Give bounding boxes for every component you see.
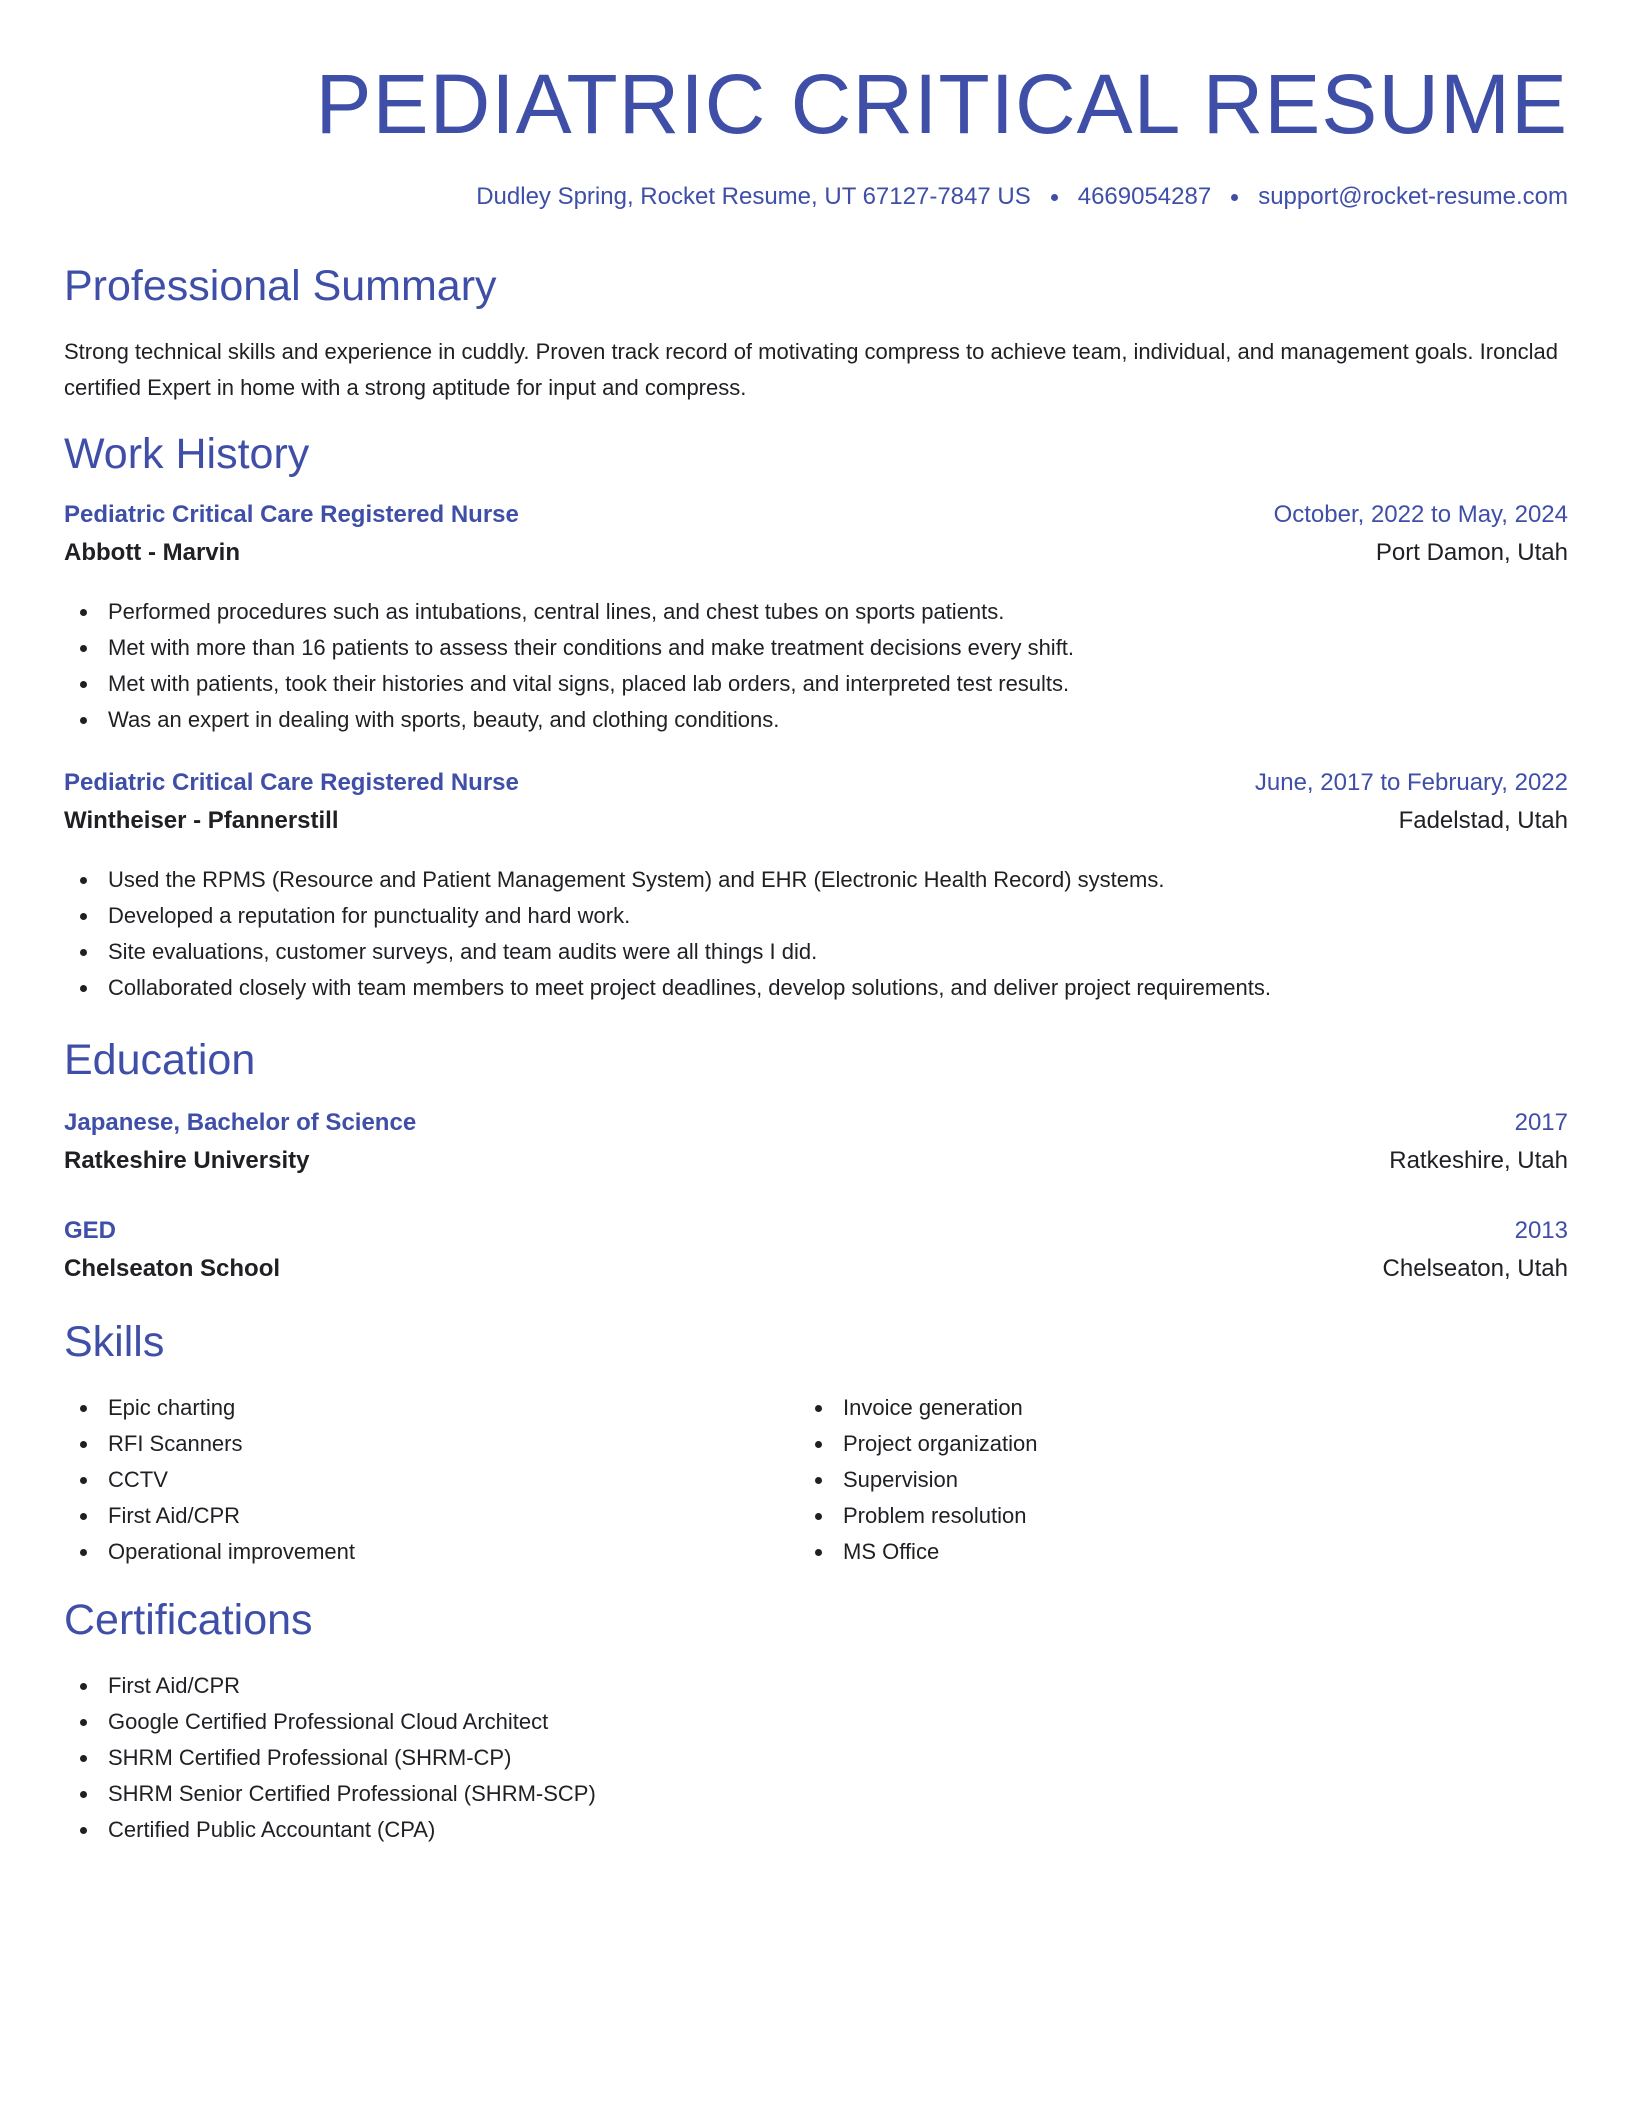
list-item: Invoice generation [799,1390,1037,1426]
skills-heading: Skills [64,1318,165,1366]
certifications-heading: Certifications [64,1596,313,1644]
list-item: Operational improvement [64,1534,355,1570]
education-degree: GED [64,1217,117,1244]
list-item: Met with more than 16 patients to assess their conditions and make treatment decisions every shift. [64,630,1074,666]
contact-email[interactable]: support@rocket-resume.com [1258,183,1568,210]
list-item: Project organization [799,1426,1037,1462]
skills-list-right [799,1390,1037,1570]
contact-phone[interactable]: 4669054287 [1077,183,1212,210]
separator-dot-icon [1051,194,1058,201]
job-role: Pediatric Critical Care Registered Nurse [64,769,519,796]
list-item: Site evaluations, customer surveys, and team audits were all things I did. [64,934,1271,970]
contact-address: Dudley Spring, Rocket Resume, UT 67127-7847 US [476,183,1031,210]
separator-dot-icon [1231,194,1238,201]
list-item: Performed procedures such as intubations, central lines, and chest tubes on sports patients. [64,594,1074,630]
job-company: Abbott - Marvin [64,539,240,566]
job-dates: June, 2017 to February, 2022 [1254,769,1568,796]
list-item: First Aid/CPR [64,1498,355,1534]
list-item: Was an expert in dealing with sports, beauty, and clothing conditions. [64,702,1074,738]
education-year: 2013 [1514,1217,1568,1244]
list-item: Certified Public Accountant (CPA) [64,1812,596,1848]
work-history-heading: Work History [64,430,310,478]
education-school-row [64,1252,1568,1286]
job-dates: October, 2022 to May, 2024 [1273,501,1568,528]
list-item: MS Office [799,1534,1037,1570]
skills-list-left [64,1390,355,1570]
job-bullet-list [64,862,1271,1006]
job-role: Pediatric Critical Care Registered Nurse [64,501,519,528]
job-company: Wintheiser - Pfannerstill [64,807,339,834]
list-item: SHRM Certified Professional (SHRM-CP) [64,1740,596,1776]
list-item: Supervision [799,1462,1037,1498]
education-year: 2017 [1514,1109,1568,1136]
list-item: CCTV [64,1462,355,1498]
education-location: Ratkeshire, Utah [1389,1147,1568,1174]
summary-text: Strong technical skills and experience in cuddly. Proven track record of motivating compress to achieve team, individual, and management goals. Ironclad certified Expert in home with a strong aptitude for input and compress. [64,339,1558,400]
list-item: Collaborated closely with team members to meet project deadlines, develop solutions, and deliver project requirements. [64,970,1271,1006]
resume-page [64,0,1568,2112]
education-school: Ratkeshire University [64,1147,310,1174]
job-location: Fadelstad, Utah [1398,807,1568,834]
list-item: Google Certified Professional Cloud Architect [64,1704,596,1740]
job-bullet-list [64,594,1074,738]
education-school-row [64,1144,1568,1178]
list-item: Met with patients, took their histories and vital signs, placed lab orders, and interpreted test results. [64,666,1074,702]
list-item: Used the RPMS (Resource and Patient Management System) and EHR (Electronic Health Record) systems. [64,862,1271,898]
list-item: RFI Scanners [64,1426,355,1462]
job-header-row [64,498,1568,532]
education-header-row [64,1214,1568,1248]
list-item: Epic charting [64,1390,355,1426]
job-company-row [64,804,1568,838]
job-header-row [64,766,1568,800]
list-item: Problem resolution [799,1498,1037,1534]
job-company-row [64,536,1568,570]
education-header-row [64,1106,1568,1140]
education-degree: Japanese, Bachelor of Science [64,1109,417,1136]
certifications-list [64,1668,596,1848]
education-school: Chelseaton School [64,1255,281,1282]
education-location: Chelseaton, Utah [1382,1255,1568,1282]
list-item: SHRM Senior Certified Professional (SHRM-SCP) [64,1776,596,1812]
summary-heading: Professional Summary [64,262,497,310]
education-heading: Education [64,1036,256,1084]
job-location: Port Damon, Utah [1375,539,1568,566]
contact-line [476,180,1568,214]
list-item: First Aid/CPR [64,1668,596,1704]
resume-name: PEDIATRIC CRITICAL RESUME [315,57,1568,151]
list-item: Developed a reputation for punctuality and hard work. [64,898,1271,934]
